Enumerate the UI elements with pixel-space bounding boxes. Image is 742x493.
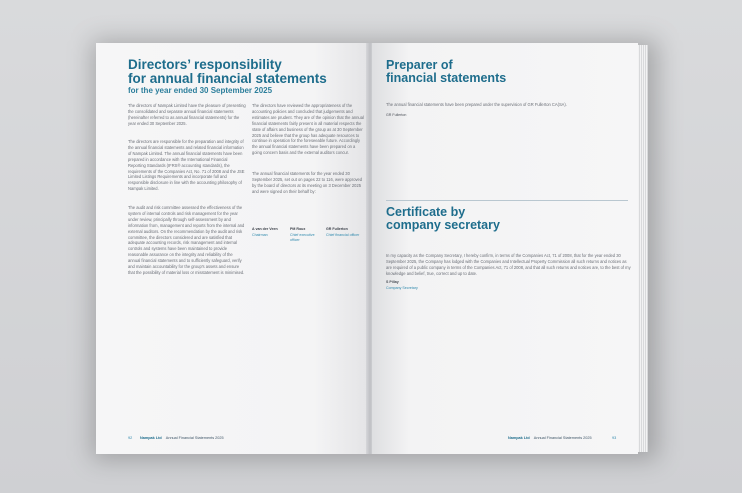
signatory-role: Chief financial officer xyxy=(326,233,360,237)
title-line-2: for annual financial statements xyxy=(128,71,327,87)
footer-company: Nampak Ltd xyxy=(140,436,162,440)
section-divider xyxy=(386,200,628,201)
page-subtitle: for the year ended 30 September 2025 xyxy=(128,86,273,95)
footer-company: Nampak Ltd xyxy=(508,436,530,440)
certificate-title-line-2: company secretary xyxy=(386,218,500,233)
secretary-role: Company Secretary xyxy=(386,286,418,290)
col2-paragraph-2: The annual financial statements for the year ended 30 September 2025, set out on pages 22 to 116, were approved by the board of directors at its meeting on 3 December 2025 and were signed on their behalf by: xyxy=(252,171,363,194)
preparer-signature: GR Fullerton xyxy=(386,113,407,117)
signatory-name: A van der Veen xyxy=(252,227,278,231)
col1-paragraph-2: The directors are responsible for the preparation and integrity of the annual financial statements and related financial information of Nampak Limited. The annual financial statements have been prepared in accordance with the International Financial Reporting Standards (IFRS® accounting standards), the requirements of the Companies Act, No. 71 of 2008 and the JSE Limited Listings Requirements and incorporate full and responsible disclosure in line with the accounting philosophy of Nampak Limited. xyxy=(128,139,245,192)
open-annual-report xyxy=(96,43,650,454)
preparer-text: The annual financial statements have been prepared under the supervision of GR Fullerton CA(SA). xyxy=(386,102,567,107)
col1-paragraph-1: The directors of Nampak Limited have the pleasure of presenting the consolidated and separate annual financial statements (hereinafter referred to as annual financial statements) for the year ended 30 September 2025. xyxy=(128,103,246,126)
col1-paragraph-3: The audit and risk committee assessed the effectiveness of the system of internal controls and risk management for the year under review, principally through self-assessment by and information from, management and reports from the internal and external auditors. On the recommendation by the audit and risk committee, the directors considered and are satisfied that adequate accounting records, risk management and internal controls and systems have been maintained to provide reasonable assurance on the integrity and reliability of the annual financial statements and to sufficiently safeguard, verify and maintain accountability for the group's assets and ensure that the possibility of material loss or misstatement is minimised. xyxy=(128,205,245,275)
col2-paragraph-1: The directors have reviewed the appropriateness of the accounting policies and concluded that judgements and estimates are prudent. They are of the opinion that the annual financial statements fairly present in all material respects the state of affairs and business of the group as at 30 September 2025 and believe that the group has adequate resources to continue in operation for the foreseeable future. Accordingly the annual financial statements have been prepared on a going concern basis and the external auditors concur. xyxy=(252,103,364,156)
page-edges xyxy=(638,45,648,452)
footer-report: Annual Financial Statements 2025 xyxy=(533,436,592,440)
certificate-title-line-1: Certificate by xyxy=(386,205,466,219)
title-line-1: Directors’ responsibility xyxy=(128,57,282,72)
preparer-title-line-1: Preparer of xyxy=(386,58,453,72)
page-number-left: 92 xyxy=(128,436,133,440)
preparer-title-line-2: financial statements xyxy=(386,71,507,86)
footer-report: Annual Financial Statements 2025 xyxy=(165,436,224,440)
right-page xyxy=(372,43,638,454)
secretary-name: S Pillay xyxy=(386,280,399,284)
signatory-role: Chairman xyxy=(252,233,268,237)
certificate-title xyxy=(386,206,500,232)
directors-responsibility-title xyxy=(128,58,327,86)
signatory-name: GR Fullerton xyxy=(326,227,348,231)
signatory-name: PM Roux xyxy=(290,227,306,231)
page-number-right: 93 xyxy=(612,436,617,440)
footer-right xyxy=(508,436,592,440)
signatory-role: Chief executive officer xyxy=(290,233,315,242)
left-page xyxy=(96,43,368,454)
preparer-title xyxy=(386,59,506,85)
certificate-text: In my capacity as the Company Secretary, I hereby confirm, in terms of the Companies Act, 71 of 2008, that for the year ended 30 September 2025, the Company has lodged with the Companies and Intellectual Property Commission all such returns and notices as are required of a public company in terms of the Companies Act, 71 of 2008, and that all such returns and notices are, to the best of my knowledge and belief, true, correct and up to date. xyxy=(386,253,631,276)
footer-left xyxy=(140,436,224,440)
